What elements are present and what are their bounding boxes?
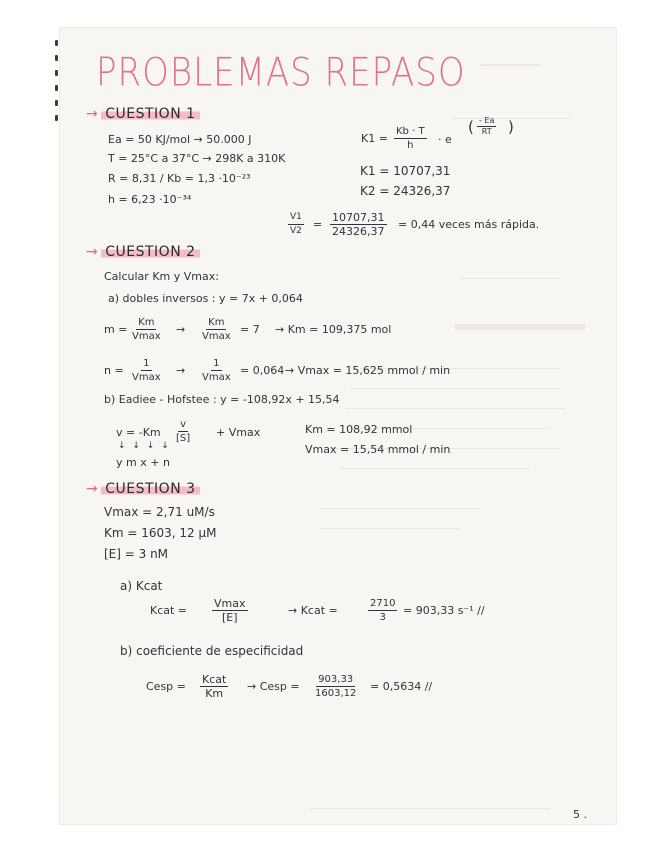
paren-close: ) [508, 118, 514, 136]
intercept-fraction: 1 Vmax [132, 358, 161, 383]
cesp-fraction: Kcat Km [202, 673, 227, 700]
kcat-label: Kcat = [150, 604, 188, 617]
section-header-q3: → CUESTION 3 [86, 481, 200, 497]
slope-fraction-2: Km Vmax [202, 317, 231, 342]
arrow-2: → [176, 364, 186, 377]
intercept-fraction-2: 1 Vmax [202, 358, 231, 383]
intercept-value: = 0,064 [240, 364, 285, 377]
k1-label: K1 = [361, 132, 388, 145]
kcat-result: = 903,33 s⁻¹ // [403, 604, 485, 617]
q3-enzyme: [E] = 3 nM [104, 547, 169, 561]
equals-sign: = [313, 218, 323, 231]
arrow-icon: → [86, 106, 99, 122]
page-number: 5 . [573, 808, 587, 821]
exponent-fraction: $\frac{- Ea}{RT}$ [479, 116, 495, 136]
km-result-b: Km = 108,92 mmol [305, 423, 413, 436]
cesp-value-fraction: $\frac{903,33}{1603,12}$ [315, 674, 357, 699]
q1-planck: h = 6,23 ·10⁻³⁴ [108, 193, 192, 206]
kcat-fraction: Vmax [E] [214, 597, 246, 624]
kcat-arrow: → Kcat = [288, 604, 338, 617]
eadie-equation: v = -Km [116, 426, 161, 439]
vmax-result-b: Vmax = 15,54 mmol / min [305, 443, 451, 456]
k1-value: K1 = 10707,31 [360, 164, 451, 178]
q1-result: = 0,44 veces más rápida. [398, 218, 540, 231]
k2-value: K2 = 24326,37 [360, 184, 451, 198]
q3-km: Km = 1603, 12 μM [104, 526, 217, 540]
q2-instruction: Calcular Km y Vmax: [104, 270, 219, 283]
q1-activation-energy: Ea = 50 KJ/mol → 50.000 J [108, 133, 252, 146]
cesp-arrow: → Cesp = [247, 680, 300, 693]
section-header-q1: → CUESTION 1 [86, 106, 200, 122]
page-title: PROBLEMAS REPASO [96, 50, 466, 96]
slope-value: = 7 [240, 323, 260, 336]
velocity-ratio: $\frac{V1}{V2}$ [290, 212, 302, 236]
mapping-arrows: ↓ ↓ ↓ ↓ [118, 441, 171, 451]
intercept-label: n = [104, 364, 124, 377]
q2-double-reciprocal: a) dobles inversos : y = 7x + 0,064 [108, 292, 303, 305]
q1-constants: R = 8,31 / Kb = 1,3 ·10⁻²³ [108, 172, 251, 185]
k-ratio: $\frac{10707,31}{24326,37}$ [332, 211, 385, 238]
arrow-icon: → [86, 481, 99, 497]
arrow-1: → [176, 323, 186, 336]
slope-fraction: Km Vmax [132, 317, 161, 342]
q3-part-b: b) coeficiente de especificidad [120, 644, 304, 658]
vmax-result-a: → Vmax = 15,625 mmol / min [285, 364, 451, 377]
arrow-icon: → [86, 244, 99, 260]
q2-eadie-hofstee: b) Eadiee - Hofstee : y = -108,92x + 15,54 [104, 393, 340, 406]
km-result-a: → Km = 109,375 mol [275, 323, 392, 336]
slope-label: m = [104, 323, 128, 336]
cesp-result: = 0,5634 // [370, 680, 433, 693]
v-over-s-fraction: $\frac{v}{[S]}$ [176, 419, 191, 444]
q3-part-a: a) Kcat [120, 579, 163, 593]
kcat-value-fraction: $\frac{2710}{3}$ [370, 598, 396, 623]
variable-mapping: y m x + n [116, 456, 170, 469]
cesp-label: Cesp = [146, 680, 186, 693]
section-header-q2: → CUESTION 2 [86, 244, 200, 260]
exp-base: · e [438, 133, 452, 146]
paren-open: ( [468, 118, 474, 136]
q1-temperature: T = 25°C a 37°C → 298K a 310K [108, 152, 286, 165]
q3-vmax: Vmax = 2,71 uM/s [104, 505, 215, 519]
rate-constant-fraction: $\frac{Kb \cdot T}{h}$ [396, 126, 425, 151]
plus-vmax: + Vmax [216, 426, 261, 439]
